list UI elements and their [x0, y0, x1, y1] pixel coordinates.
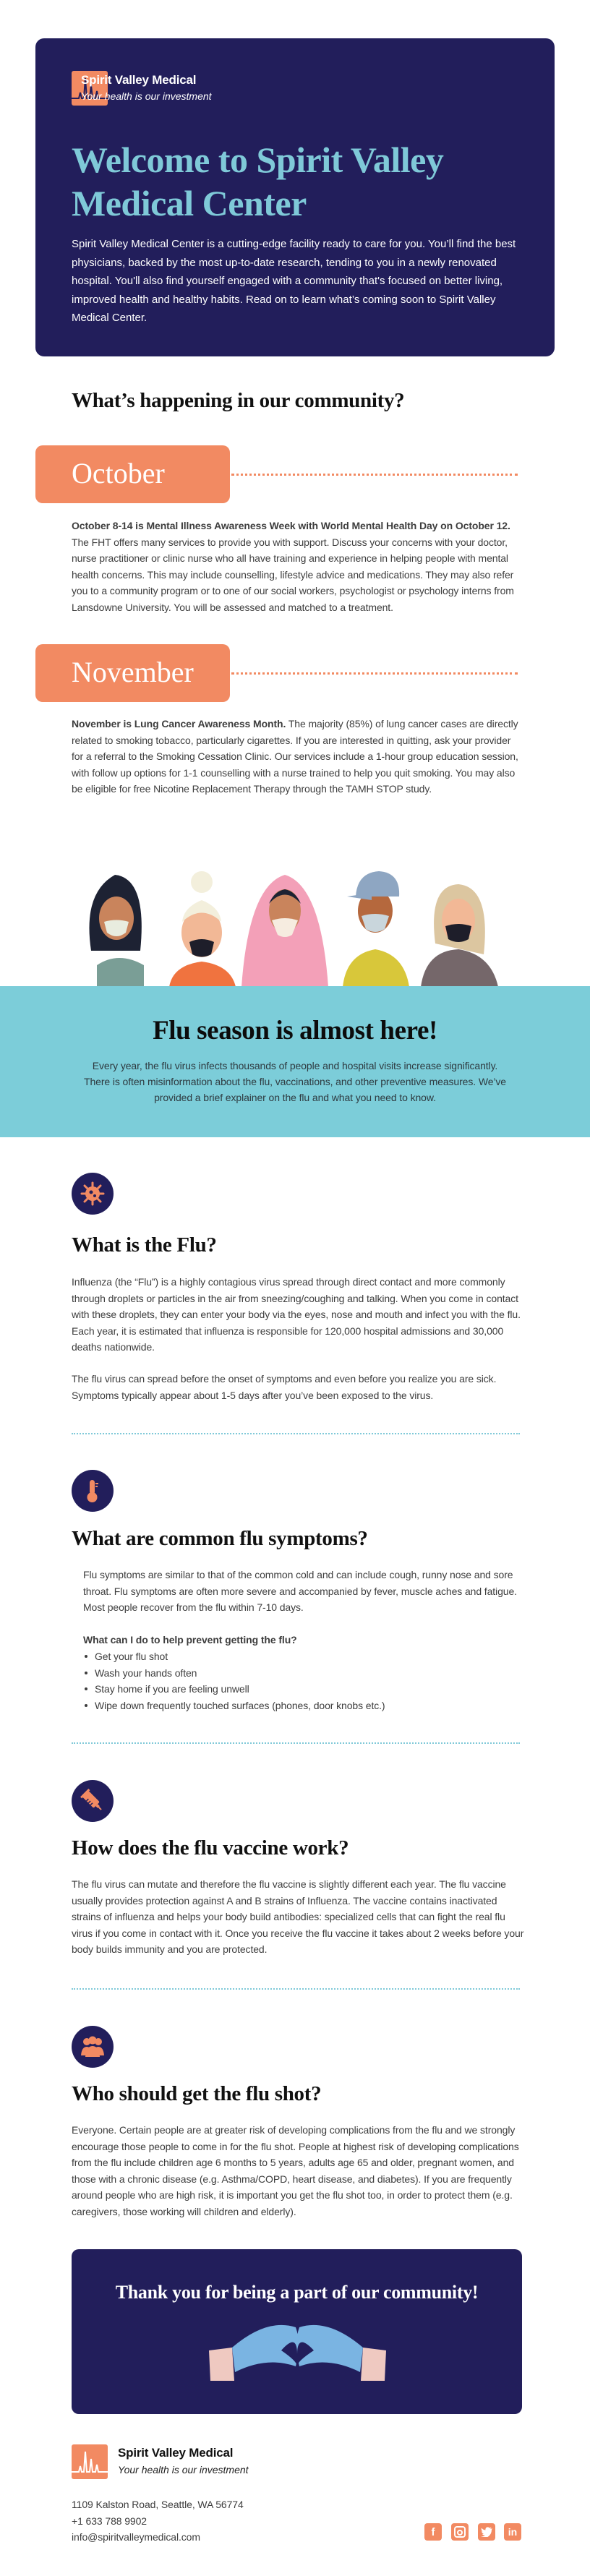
virus-icon	[72, 1173, 114, 1215]
dotted-divider	[231, 474, 518, 476]
month-header-october	[35, 445, 230, 503]
syringe-icon	[72, 1780, 114, 1822]
dotted-divider	[231, 672, 518, 675]
footer-address: 1109 Kalston Road, Seattle, WA 56774	[72, 2499, 244, 2510]
footer-brand-name: Spirit Valley Medical	[118, 2446, 234, 2460]
list-item: Stay home if you are feeling unwell	[83, 1681, 517, 1698]
october-text	[72, 518, 523, 616]
section-paragraph: The flu virus can mutate and therefore the flu vaccine is slightly different each year. The flu vaccine usually provides protection against A and B strains of Influenza. The vaccine contains inactivated strains of influenza and helps your body build antibodies: specialized cells that can fight the real flu virus if you come in contact with it. Once you receive the flu vaccine it takes about 2 weeks before your body builds immunity and you are protected.	[72, 1878, 524, 1956]
facebook-icon[interactable]: f	[424, 2523, 442, 2541]
dotted-divider	[72, 1742, 520, 1744]
brand-name: Spirit Valley Medical	[81, 73, 197, 87]
flu-season-banner	[0, 986, 590, 1137]
heart-hands-icon	[209, 2322, 386, 2381]
prevention-list	[83, 1648, 517, 1713]
thank-you-title: Thank you for being a part of our community!	[115, 2282, 479, 2303]
november-text	[72, 716, 523, 797]
hero-title: Welcome to Spirit Valley Medical Center	[72, 140, 444, 223]
november-body: The majority (85%) of lung cancer cases are directly related to smoking tobacco, particularly cigarettes. If you are interested in quitting, ask your provider for a referral to the Smoking Cessation Clinic. Our services include a 1-hour group education session, with follow up options for 1-1 counselling with a nurse trained to help you quit smoking. You may also be eligible for free Nicotine Replacement Therapy through the TAMH STOP study.	[72, 718, 518, 795]
people-icon	[72, 2026, 114, 2068]
footer-logo-icon	[72, 2444, 108, 2479]
month-label: October	[72, 457, 165, 489]
dotted-divider	[72, 1988, 520, 1990]
section-title: How does the flu vaccine work?	[72, 1836, 349, 1860]
flu-banner-title: Flu season is almost here!	[153, 1016, 437, 1045]
hero-text: Spirit Valley Medical Center is a cutting-edge facility ready to care for you. You’ll find the best physicians, backed by the most up-to-date research, tending to you in a newly renovated hospital. You'll also find yourself engaged with a community that's focused on better living, improved health and healthy habits. Read on to learn what’s coming soon to Spirit Valley Medical Center.	[72, 238, 516, 324]
footer-phone[interactable]: +1 633 788 9902	[72, 2515, 147, 2527]
footer-brand-tagline: Your health is our investment	[118, 2464, 249, 2476]
list-item: Wash your hands often	[83, 1665, 517, 1682]
thermometer-icon	[72, 1470, 114, 1512]
section-title: Who should get the flu shot?	[72, 2082, 322, 2105]
brand-tagline: Your health is our investment	[81, 90, 212, 102]
masked-people-illustration	[75, 864, 523, 987]
section-paragraph: Everyone. Certain people are at greater risk of developing complications from the flu and we strongly encourage those people to come in for the flu shot. People at highest risk of developing complications from the flu include children age 6 months to 5 years, adults age 65 and older, pregnant women, and those with a chronic disease (e.g. Asthma/COPD, heart disease, and diabetes). If you are frequently around people who are high risk, it is important you get the flu shot too, in order to protect them (e.g. caregivers, those working will children and elderly).	[72, 2124, 519, 2217]
november-lead: November is Lung Cancer Awareness Month.	[72, 718, 286, 729]
dotted-divider	[72, 1433, 520, 1434]
thank-you-banner	[72, 2249, 522, 2414]
month-label: November	[72, 656, 194, 688]
section-paragraph: Flu symptoms are similar to that of the common cold and can include cough, runny nose and sore throat. Flu symptoms are often more severe and accompanied by fever, muscle aches and fatigue. Most people recover from the flu within 7-10 days.	[83, 1569, 517, 1614]
prevention-subheading: What can I do to help prevent getting the flu?	[83, 1634, 297, 1646]
linkedin-icon[interactable]: in	[504, 2523, 521, 2541]
twitter-icon[interactable]	[478, 2523, 495, 2541]
footer-email[interactable]: info@spiritvalleymedical.com	[72, 2531, 200, 2543]
list-item: Get your flu shot	[83, 1648, 517, 1665]
community-title: What’s happening in our community?	[72, 389, 405, 412]
hero-banner	[35, 38, 555, 356]
section-title: What are common flu symptoms?	[72, 1527, 368, 1550]
section-title: What is the Flu?	[72, 1233, 217, 1257]
flu-banner-text: Every year, the flu virus infects thousands of people and hospital visits increase significantly. There is often misinformation about the flu, vaccinations, and other preventive measures. We’ve provided a brief explainer on the flu and what you need to know.	[84, 1060, 506, 1103]
october-lead: October 8-14 is Mental Illness Awareness Week with World Mental Health Day on October 12.	[72, 520, 510, 531]
october-body: The FHT offers many services to provide you with support. Discuss your concerns with your doctor, nurse practitioner or clinic nurse who all have training and experience in helping people with mental health concerns. This may include counselling, lifestyle advice and medications. They may also refer you to a community program or to one of our social workers, psychologist or psychology interns from Lansdowne University. You will be assessed and matched to a treatment.	[72, 536, 514, 613]
month-header-november	[35, 644, 230, 702]
instagram-icon[interactable]	[451, 2523, 469, 2541]
list-item: Wipe down frequently touched surfaces (phones, door knobs etc.)	[83, 1698, 517, 1714]
section-paragraph: The flu virus can spread before the onset of symptoms and even before you realize you are sick. Symptoms typically appear about 1-5 days after you’ve been exposed to the virus.	[72, 1373, 497, 1401]
section-paragraph: Influenza (the “Flu”) is a highly contagious virus spread through direct contact and more commonly through droplets or particles in the air from sneezing/coughing and talking. When you come in contact with these droplets, they can enter your body via the eyes, nose and mouth and infect you with the flu. Each year, it is estimated that influenza is responsible for 120,000 hospital admissions and 30,000 deaths nationwide.	[72, 1276, 521, 1353]
